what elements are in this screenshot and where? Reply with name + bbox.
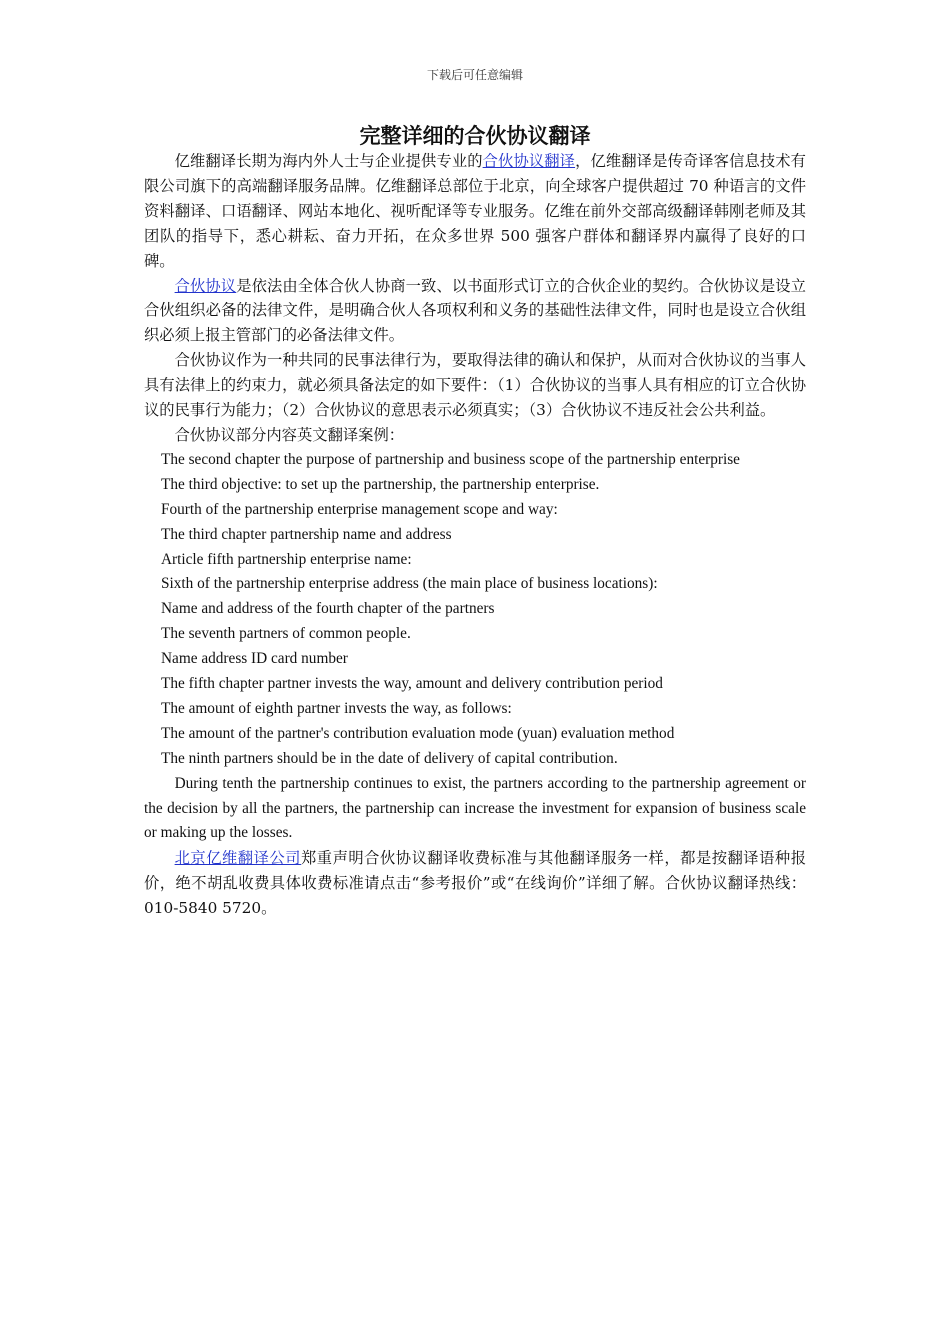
closing-text: 郑重声明合伙协议翻译收费标准与其他翻译服务一样，都是按翻译语种报价，绝不胡乱收费具体收费标准请点击“参考报价”或“在线询价”详细了解。合伙协议翻译热线：010-5840 5720。 — [144, 849, 806, 918]
beijing-yiwei-company-link[interactable]: 北京亿维翻译公司 — [174, 849, 301, 868]
english-line: The second chapter the purpose of partnership and business scope of the partnership enterprise — [161, 450, 740, 468]
english-examples-list — [144, 448, 806, 772]
english-line: Sixth of the partnership enterprise address (the main place of business locations): — [161, 575, 658, 593]
english-line: Fourth of the partnership enterprise management scope and way: — [161, 500, 558, 518]
english-line: The third chapter partnership name and address — [161, 525, 452, 543]
closing-paragraph — [144, 846, 806, 921]
intro-text-before: 亿维翻译长期为海内外人士与企业提供专业的 — [174, 152, 483, 170]
document-body — [144, 149, 806, 921]
english-line: The amount of eighth partner invests the way, as follows: — [161, 699, 512, 717]
english-line: The fifth chapter partner invests the way, amount and delivery contribution period — [161, 675, 663, 693]
definition-paragraph — [144, 274, 806, 349]
english-line: Name address ID card number — [161, 650, 348, 668]
intro-text-after: ，亿维翻译是传奇译客信息技术有限公司旗下的高端翻译服务品牌。亿维翻译总部位于北京，向全球客户提供超过 70 种语言的文件资料翻译、口语翻译、网站本地化、视听配译等专业服务。亿维在前外交部高级翻译韩刚老师及其团队的指导下，悉心耕耘、奋力开拓，在众多世界 500 强客户群体和翻译界内赢得了良好的口碑。 — [144, 152, 806, 270]
partnership-agreement-link[interactable]: 合伙协议 — [174, 276, 237, 295]
english-line: Article fifth partnership enterprise name: — [161, 550, 412, 568]
partnership-translation-link[interactable]: 合伙协议翻译 — [482, 152, 576, 170]
english-line: The third objective: to set up the partnership, the partnership enterprise. — [161, 475, 600, 493]
header-note: 下载后可任意编辑 — [426, 68, 523, 82]
english-line: The ninth partners should be in the date of delivery of capital contribution. — [161, 749, 618, 767]
definition-text: 是依法由全体合伙人协商一致、以书面形式订立的合伙企业的契约。合伙协议是设立合伙组织必备的法律文件，是明确合伙人各项权利和义务的基础性法律文件，同时也是设立合伙组织必须上报主管部门的必备法律文件。 — [144, 276, 806, 345]
requirements-paragraph: 合伙协议作为一种共同的民事法律行为，要取得法律的确认和保护，从而对合伙协议的当事人具有法律上的约束力，就必须具备法定的如下要件：（1）合伙协议的当事人具有相应的订立合伙协议的民事行为能力；（2）合伙协议的意思表示必须真实；（3）合伙协议不违反社会公共利益。 — [144, 351, 806, 420]
document-title: 完整详细的合伙协议翻译 — [359, 123, 591, 148]
english-line: The seventh partners of common people. — [161, 625, 411, 643]
english-line: Name and address of the fourth chapter of the partners — [161, 600, 495, 618]
intro-paragraph — [144, 149, 806, 274]
examples-heading: 合伙协议部分内容英文翻译案例： — [174, 425, 405, 444]
english-line: The amount of the partner's contribution evaluation mode (yuan) evaluation method — [161, 724, 675, 742]
english-paragraph: During tenth the partnership continues to exist, the partners according to the partnership agreement or the decision by all the partners, the partnership can increase the investment for expansion of business scale or making up the losses. — [144, 774, 806, 842]
